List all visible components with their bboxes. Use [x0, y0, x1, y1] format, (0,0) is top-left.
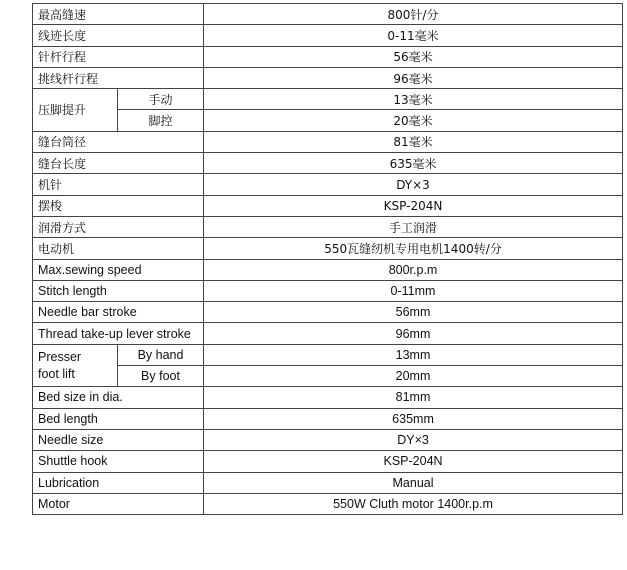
spec-label: Thread take-up lever stroke — [33, 323, 204, 344]
table-row — [33, 302, 623, 323]
spec-value: 96mm — [204, 323, 623, 344]
spec-label: 电动机 — [33, 238, 204, 259]
table-row — [33, 451, 623, 472]
spec-label: Max.sewing speed — [33, 259, 204, 280]
table-row — [33, 323, 623, 344]
spec-value: KSP-204N — [204, 451, 623, 472]
spec-value: 550瓦缝纫机专用电机1400转/分 — [204, 238, 623, 259]
spec-value: 81mm — [204, 387, 623, 408]
table-row — [33, 25, 623, 46]
spec-label: Bed size in dia. — [33, 387, 204, 408]
table-row — [33, 89, 623, 110]
spec-value: 0-11毫米 — [204, 25, 623, 46]
presser-by-foot-label: 脚控 — [118, 110, 204, 131]
presser-by-hand-label: By hand — [118, 344, 204, 365]
table-row — [33, 493, 623, 514]
table-row — [33, 195, 623, 216]
spec-label: 线迹长度 — [33, 25, 204, 46]
table-row — [33, 259, 623, 280]
spec-label: 摆梭 — [33, 195, 204, 216]
spec-table — [32, 3, 623, 515]
presser-by-hand-value: 13mm — [204, 344, 623, 365]
spec-value: DY×3 — [204, 174, 623, 195]
spec-label: 缝台筒径 — [33, 131, 204, 152]
spec-value: 56毫米 — [204, 46, 623, 67]
table-row — [33, 387, 623, 408]
spec-label: 针杆行程 — [33, 46, 204, 67]
presser-label-line2: foot lift — [38, 366, 75, 381]
presser-by-hand-value: 13毫米 — [204, 89, 623, 110]
spec-value: 800针/分 — [204, 4, 623, 25]
table-row — [33, 344, 623, 365]
spec-label: Shuttle hook — [33, 451, 204, 472]
spec-label: Stitch length — [33, 280, 204, 301]
table-row — [33, 472, 623, 493]
spec-value: 635mm — [204, 408, 623, 429]
spec-label: 最高缝速 — [33, 4, 204, 25]
table-row — [33, 429, 623, 450]
spec-label: 机针 — [33, 174, 204, 195]
presser-label-line1: Presser — [38, 349, 82, 364]
table-row — [33, 153, 623, 174]
table-row — [33, 366, 623, 387]
spec-label: Needle bar stroke — [33, 302, 204, 323]
presser-by-foot-value: 20毫米 — [204, 110, 623, 131]
table-row — [33, 408, 623, 429]
presser-by-foot-label: By foot — [118, 366, 204, 387]
table-row — [33, 4, 623, 25]
spec-value: 550W Cluth motor 1400r.p.m — [204, 493, 623, 514]
spec-label: 缝台长度 — [33, 153, 204, 174]
spec-value: 635毫米 — [204, 153, 623, 174]
spec-label: Bed length — [33, 408, 204, 429]
table-row — [33, 238, 623, 259]
spec-label: Needle size — [33, 429, 204, 450]
presser-label: 压脚提升 — [33, 89, 118, 132]
table-row — [33, 46, 623, 67]
spec-value: KSP-204N — [204, 195, 623, 216]
table-row — [33, 67, 623, 88]
presser-by-hand-label: 手动 — [118, 89, 204, 110]
table-row — [33, 110, 623, 131]
spec-value: Manual — [204, 472, 623, 493]
table-row — [33, 174, 623, 195]
spec-label: 挑线杆行程 — [33, 67, 204, 88]
table-row — [33, 131, 623, 152]
spec-value: 800r.p.m — [204, 259, 623, 280]
spec-label: Lubrication — [33, 472, 204, 493]
spec-label: 润滑方式 — [33, 216, 204, 237]
spec-value: 0-11mm — [204, 280, 623, 301]
spec-value: 手工润滑 — [204, 216, 623, 237]
spec-value: 81毫米 — [204, 131, 623, 152]
spec-value: 56mm — [204, 302, 623, 323]
table-row — [33, 280, 623, 301]
table-row — [33, 216, 623, 237]
spec-value: DY×3 — [204, 429, 623, 450]
presser-label — [33, 344, 118, 387]
spec-value: 96毫米 — [204, 67, 623, 88]
spec-label: Motor — [33, 493, 204, 514]
presser-by-foot-value: 20mm — [204, 366, 623, 387]
